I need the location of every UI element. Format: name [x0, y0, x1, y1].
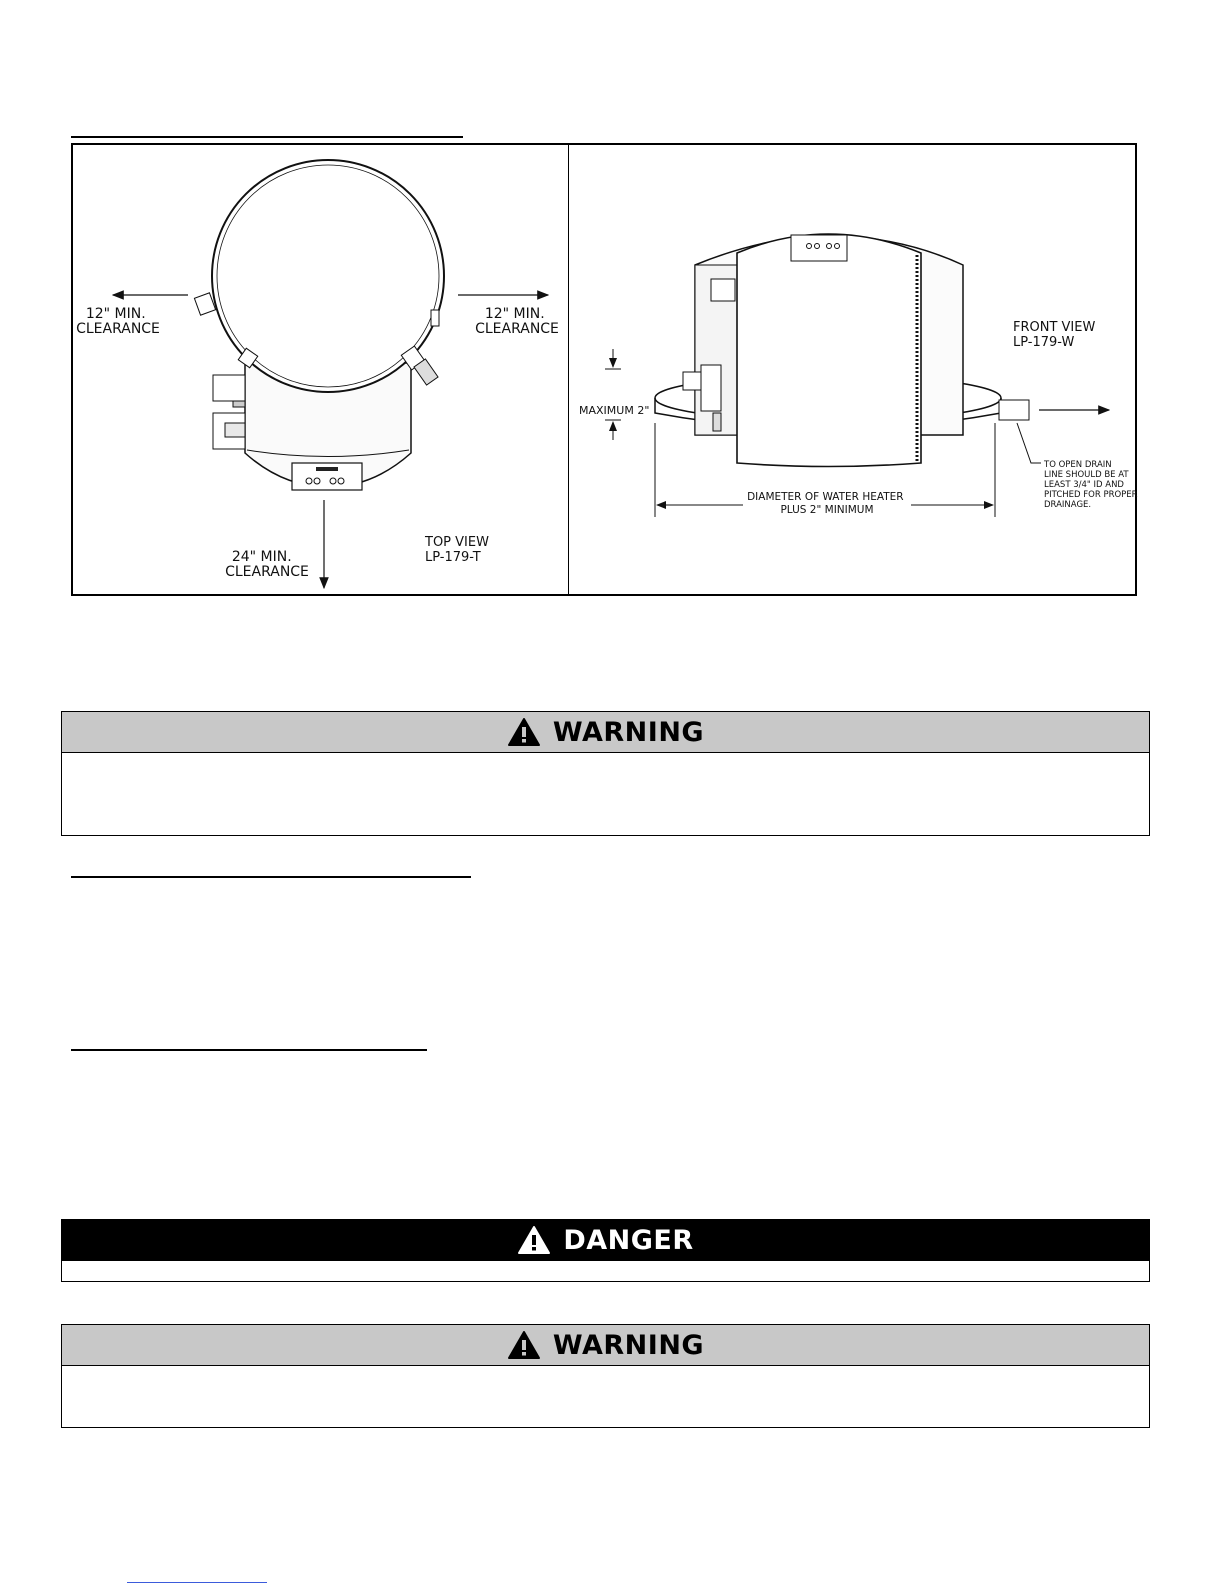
drain-note-line-1: TO OPEN DRAIN	[1044, 460, 1112, 470]
front-view-title: FRONT VIEW	[1013, 320, 1096, 335]
warning-title-1: WARNING	[552, 716, 705, 748]
drain-note-label	[1043, 460, 1139, 510]
top-view-code: LP-179-T	[425, 550, 481, 565]
danger-header	[62, 1220, 1149, 1261]
warning-triangle-icon	[507, 717, 541, 747]
drain-pipe	[999, 400, 1029, 420]
warning-header-1	[62, 712, 1149, 753]
drain-note-line-2: LINE SHOULD BE AT	[1044, 470, 1129, 480]
figure-drawings	[73, 145, 1139, 598]
drain-note-line-4: PITCHED FOR PROPER	[1044, 490, 1138, 500]
warning-triangle-icon	[507, 1330, 541, 1360]
top-view-label	[424, 535, 493, 565]
top-view-drawing	[113, 160, 548, 588]
diameter-line-2: PLUS 2" MINIMUM	[780, 504, 874, 516]
front-view-label	[1013, 320, 1099, 350]
left-clearance-label	[76, 306, 160, 337]
diameter-label	[747, 491, 907, 516]
front-view-drawing	[605, 234, 1109, 517]
section-heading-rule-2	[71, 876, 471, 878]
front-clearance-line-2: CLEARANCE	[225, 564, 309, 580]
warning-header-2	[62, 1325, 1149, 1366]
left-clearance-line-1: 12" MIN.	[85, 306, 146, 322]
danger-title: DANGER	[563, 1224, 694, 1256]
drain-note-line-3: LEAST 3/4" ID AND	[1044, 480, 1124, 490]
front-clearance-label	[225, 549, 309, 580]
top-view-title: TOP VIEW	[425, 535, 489, 550]
danger-triangle-icon	[517, 1225, 551, 1255]
footer-link[interactable]	[127, 1582, 267, 1583]
right-clearance-label	[475, 306, 559, 337]
maximum-height-label: MAXIMUM 2"	[579, 404, 650, 417]
right-clearance-line-2: CLEARANCE	[475, 321, 559, 337]
left-clearance-line-2: CLEARANCE	[76, 321, 160, 337]
section-heading-rule	[71, 136, 463, 138]
diameter-line-1: DIAMETER OF WATER HEATER	[747, 491, 904, 503]
warning-box-1	[61, 711, 1150, 836]
section-heading-rule-3	[71, 1049, 427, 1051]
right-clearance-line-1: 12" MIN.	[484, 306, 545, 322]
danger-box	[61, 1219, 1150, 1282]
warning-title-2: WARNING	[552, 1329, 705, 1361]
front-view-panel	[737, 234, 921, 467]
clearance-figure	[71, 143, 1137, 596]
front-clearance-line-1: 24" MIN.	[231, 549, 292, 565]
front-view-code: LP-179-W	[1013, 335, 1075, 350]
warning-box-2	[61, 1324, 1150, 1428]
drain-note-line-5: DRAINAGE.	[1044, 500, 1092, 510]
